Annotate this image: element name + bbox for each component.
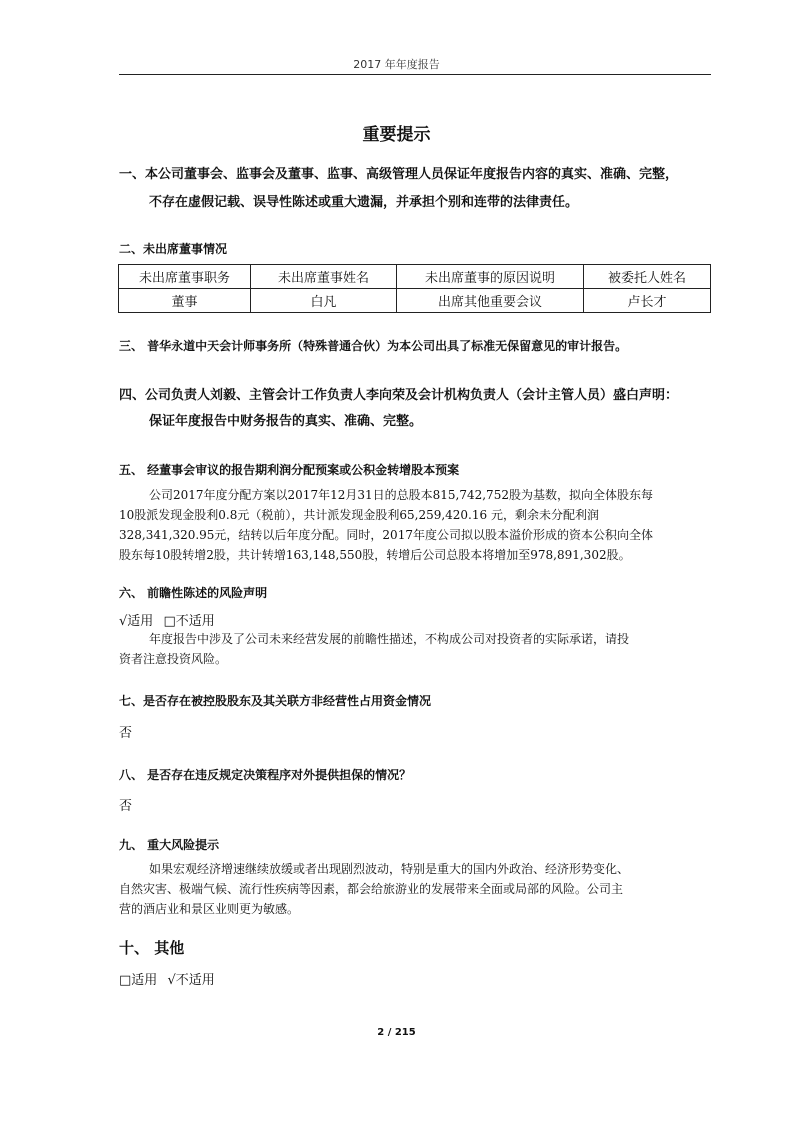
table-cell: 出席其他重要会议 (397, 289, 584, 313)
applicable-unchecked: □适用 (119, 973, 158, 988)
s5-line: 公司2017年度分配方案以2017年12月31日的总股本815,742,752股为基数，拟向全体股东每 (149, 488, 653, 502)
s6-body (119, 629, 719, 669)
s9-line: 营的酒店业和景区业则更为敏感。 (119, 902, 300, 916)
s8-heading: 八、 是否存在违反规定决策程序对外提供担保的情况？ (119, 768, 412, 782)
s6-heading: 六、 前瞻性陈述的风险声明 (119, 586, 268, 600)
s7-heading: 七、是否存在被控股股东及其关联方非经营性占用资金情况 (119, 694, 432, 708)
s5-line: 328,341,320.95元，结转以后年度分配。同时，2017年度公司拟以股本溢价形成的资本公积向全体 (119, 528, 653, 542)
table-cell: 卢长才 (584, 289, 711, 313)
table-row (119, 289, 711, 313)
s4-line1: 四、公司负责人刘毅、主管会计工作负责人李向荣及会计机构负责人（会计主管人员）盛白声明： (119, 388, 679, 403)
s10-heading: 十、 其他 (119, 939, 185, 957)
not-applicable-checked: √不适用 (167, 973, 215, 988)
s7-answer: 否 (119, 726, 133, 741)
page-title: 重要提示 (362, 125, 431, 145)
running-header: 2017 年年度报告 (353, 58, 440, 71)
s3-text: 三、 普华永道中天会计师事务所（特殊普通合伙）为本公司出具了标准无保留意见的审计报告。 (119, 339, 628, 353)
s5-heading: 五、 经董事会审议的报告期利润分配预案或公积金转增股本预案 (119, 463, 460, 477)
table-cell: 董事 (119, 289, 251, 313)
s1-line2: 不存在虚假记载、误导性陈述或重大遗漏，并承担个别和连带的法律责任。 (149, 195, 579, 210)
table-header-cell: 未出席董事的原因说明 (397, 265, 584, 289)
s9-line: 如果宏观经济增速继续放缓或者出现剧烈波动，特别是重大的国内外政治、经济形势变化、 (149, 862, 630, 876)
not-applicable-unchecked: □不适用 (163, 614, 215, 629)
s2-heading: 二、未出席董事情况 (119, 242, 228, 256)
table-cell: 白凡 (251, 289, 397, 313)
table-header-row (119, 265, 711, 289)
header-rule (119, 74, 711, 75)
table-header-cell: 未出席董事职务 (119, 265, 251, 289)
s9-body (119, 859, 719, 919)
absent-directors-table (118, 264, 711, 313)
s6-line: 年度报告中涉及了公司未来经营发展的前瞻性描述，不构成公司对投资者的实际承诺，请投 (149, 632, 630, 646)
s5-line: 股东每10股转增2股，共计转增163,148,550股，转增后公司总股本将增加至978,891,302股。 (119, 548, 631, 562)
s5-body (119, 485, 719, 565)
s6-line: 资者注意投资风险。 (119, 652, 228, 666)
s6-options (119, 610, 215, 629)
table-header-cell: 被委托人姓名 (584, 265, 711, 289)
s4-line2: 保证年度报告中财务报告的真实、准确、完整。 (149, 414, 423, 429)
s8-answer: 否 (119, 799, 133, 814)
page-number: 2 / 215 (377, 1027, 416, 1038)
s5-line: 10股派发现金股利0.8元（税前），共计派发现金股利65,259,420.16 元，剩余未分配利润 (119, 508, 599, 522)
s10-options (119, 969, 215, 988)
applicable-checked: √适用 (119, 614, 154, 629)
s1-line1: 一、本公司董事会、监事会及董事、监事、高级管理人员保证年度报告内容的真实、准确、完整， (119, 167, 679, 182)
s9-heading: 九、 重大风险提示 (119, 838, 220, 852)
table-header-cell: 未出席董事姓名 (251, 265, 397, 289)
s9-line: 自然灾害、极端气候、流行性疾病等因素，都会给旅游业的发展带来全面或局部的风险。公司主 (119, 882, 624, 896)
